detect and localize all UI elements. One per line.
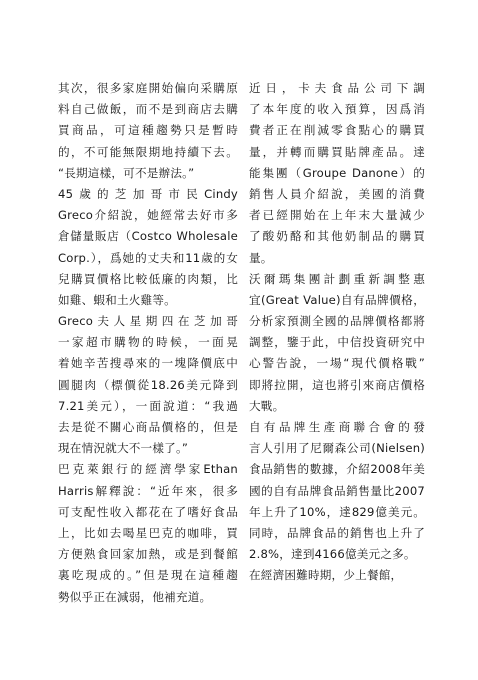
text-line: 一家超市購物的時候，一面晃 [58, 335, 238, 350]
text-line: 大戰。 [249, 398, 285, 413]
text-line: 倉儲量販店（Costco Wholesale [58, 229, 238, 244]
text-line: 者已經開始在上年末大量減少 [249, 208, 425, 223]
text-line: 國的自有品牌食品銷售量比2007 [249, 483, 425, 498]
text-line: 年上升了10%，達829億美元。 [249, 504, 425, 519]
text-line: 宜(Great Value)自有品牌價格， [249, 292, 425, 307]
text-line: 巴克萊銀行的經濟學家Ethan [58, 462, 238, 477]
text-line: 量。 [249, 250, 273, 265]
left-text-column [58, 78, 238, 608]
text-line: 着她辛苦搜尋來的一塊降價底中 [58, 356, 238, 371]
text-line: 言人引用了尼爾森公司(Nielsen) [249, 441, 425, 456]
text-line: 銷售人員介紹說，美國的消費 [249, 186, 425, 201]
text-line: 了本年度的收入預算，因爲消 [249, 102, 425, 117]
text-line: 圓腿肉（標價從18.26美元降到 [58, 377, 238, 392]
text-line: 裏吃現成的。”但是現在這種趨 [58, 568, 238, 583]
text-line: 費者正在削減零食點心的購買 [249, 123, 425, 138]
text-line: 兒購買價格比較低廉的肉類，比 [58, 271, 238, 286]
text-line: 勢似乎正在減弱，他補充道。 [58, 589, 212, 604]
text-line: Greco介紹說，她經常去好市多 [58, 208, 238, 223]
text-line: 2.8%，達到4166億美元之多。 [249, 547, 416, 562]
text-line: 去是從不關心商品價格的，但是 [58, 420, 238, 434]
text-line: 7.21美元），一面說道：“我過 [58, 398, 238, 413]
text-line: 調整，鑒于此，中信投資研究中 [249, 335, 425, 350]
text-line: 能集團（Groupe Danone）的 [249, 165, 425, 180]
right-text-column [249, 78, 425, 587]
text-line: 近日，卡夫食品公司下調 [249, 81, 425, 95]
text-line: 可支配性收入都花在了嗜好食品 [58, 504, 238, 519]
text-line: 其次，很多家庭開始偏向采購原 [58, 81, 238, 95]
text-line: 如雞、蝦和土火雞等。 [58, 292, 176, 307]
text-line: 自有品牌生產商聯合會的發 [249, 420, 425, 434]
text-line: 即將拉開，這也將引來商店價格 [249, 377, 425, 392]
text-line: 買商品，可這種趨勢只是暫時 [58, 123, 238, 138]
text-line: 料自己做飯，而不是到商店去購 [58, 102, 238, 117]
text-line: 在經濟困難時期，少上餐館， [249, 568, 403, 583]
text-line: “長期這樣，可不是辦法。” [58, 165, 195, 180]
text-line: 同時，品牌食品的銷售也上升了 [249, 525, 425, 540]
text-line: 心警告說，一場“現代價格戰” [249, 356, 425, 371]
text-line: 的，不可能無限期地持續下去。 [58, 144, 238, 159]
text-line: Greco夫人星期四在芝加哥 [58, 314, 238, 329]
text-line: 量，并轉而購買貼牌產品。達 [249, 144, 425, 159]
text-line: 了酸奶酪和其他奶制品的購買 [249, 229, 425, 244]
text-line: 上，比如去喝星巴克的咖啡，買 [58, 525, 238, 540]
text-line: 45歲的芝加哥市民Cindy [58, 186, 238, 201]
text-line: 沃爾瑪集團計劃重新調整惠 [249, 271, 425, 286]
text-line: 方便熟食回家加熱，或是到餐館 [58, 547, 238, 562]
text-line: Harris解釋說：“近年來，很多 [58, 483, 238, 498]
text-line: 現在情況就大不一樣了。” [58, 441, 189, 456]
text-line: Corp.），爲她的丈夫和11歲的女 [58, 250, 238, 265]
text-line: 食品銷售的數據，介紹2008年美 [249, 462, 425, 477]
text-line: 分析家預測全國的品牌價格都將 [249, 314, 425, 329]
